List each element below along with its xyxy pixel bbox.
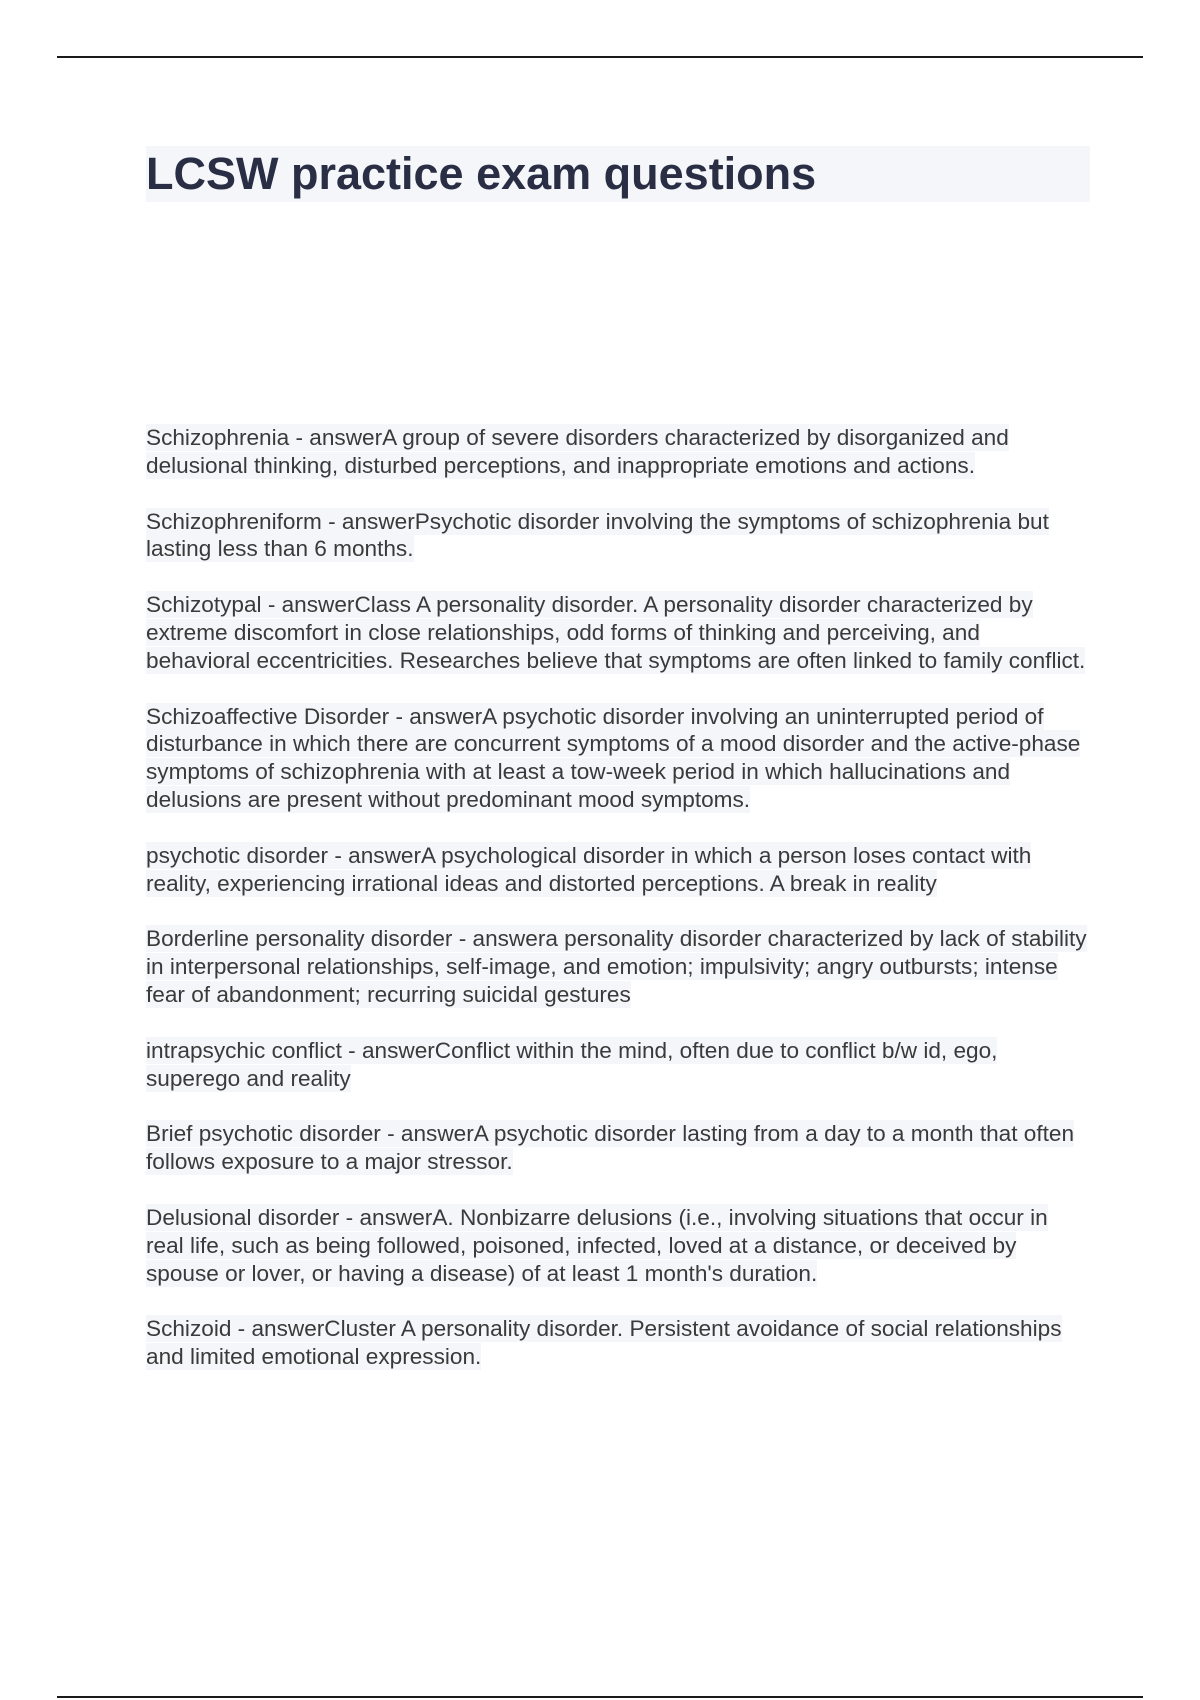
entry-text: Schizoaffective Disorder - answerA psychotic disorder involving an uninterrupted period of disturbance in which there are concurrent symptoms of a mood disorder and the active-phase symptoms of schizophrenia with at least a tow-week period in which hallucinations and delusions are present without predominant mood symptoms. (146, 703, 1081, 812)
entry-delusional-disorder (146, 1204, 1090, 1287)
entry-text: Schizophrenia - answerA group of severe disorders characterized by disorganized and delusional thinking, disturbed perceptions, and inappropriate emotions and actions. (146, 425, 1009, 478)
entry-text: Schizoid - answerCluster A personality disorder. Persistent avoidance of social relationships and limited emotional expression. (146, 1316, 1062, 1370)
page-title: LCSW practice exam questions (146, 148, 817, 199)
entry-text: Schizotypal - answerClass A personality disorder. A personality disorder characterized by extreme discomfort in close relationships, odd forms of thinking and perceiving, and behavioral eccentricities. Researches believe that symptoms are often linked to family conflict. (146, 592, 1086, 673)
bottom-rule (57, 1696, 1143, 1698)
entry-schizoaffective-disorder (146, 703, 1090, 814)
entry-schizophrenia (146, 424, 1090, 480)
top-rule (57, 56, 1143, 58)
entry-schizophreniform (146, 508, 1090, 564)
entry-text: Borderline personality disorder - answera personality disorder characterized by lack of stability in interpersonal relationships, self-image, and emotion; impulsivity; angry outbursts; intense fear of abandonment; recurring suicidal gestures (146, 926, 1087, 1007)
entry-text: Schizophreniform - answerPsychotic disorder involving the symptoms of schizophrenia but lasting less than 6 months. (146, 508, 1049, 562)
entry-text: psychotic disorder - answerA psychological disorder in which a person loses contact with reality, experiencing irrational ideas and distorted perceptions. A break in reality (146, 842, 1032, 896)
entry-list (146, 424, 1090, 1399)
entry-intrapsychic-conflict (146, 1037, 1090, 1093)
entry-text: intrapsychic conflict - answerConflict within the mind, often due to conflict b/w id, ego, superego and reality (146, 1037, 998, 1091)
entry-schizotypal (146, 591, 1090, 674)
entry-brief-psychotic-disorder (146, 1120, 1090, 1176)
entry-psychotic-disorder (146, 842, 1090, 898)
entry-borderline-personality-disorder (146, 925, 1090, 1008)
entry-text: Delusional disorder - answerA. Nonbizarre delusions (i.e., involving situations that occur in real life, such as being followed, poisoned, infected, loved at a distance, or deceived by spouse or lover, or having a disease) of at least 1 month's duration. (146, 1204, 1048, 1286)
entry-text: Brief psychotic disorder - answerA psychotic disorder lasting from a day to a month that often follows exposure to a major stressor. (146, 1121, 1075, 1175)
entry-schizoid (146, 1315, 1090, 1371)
